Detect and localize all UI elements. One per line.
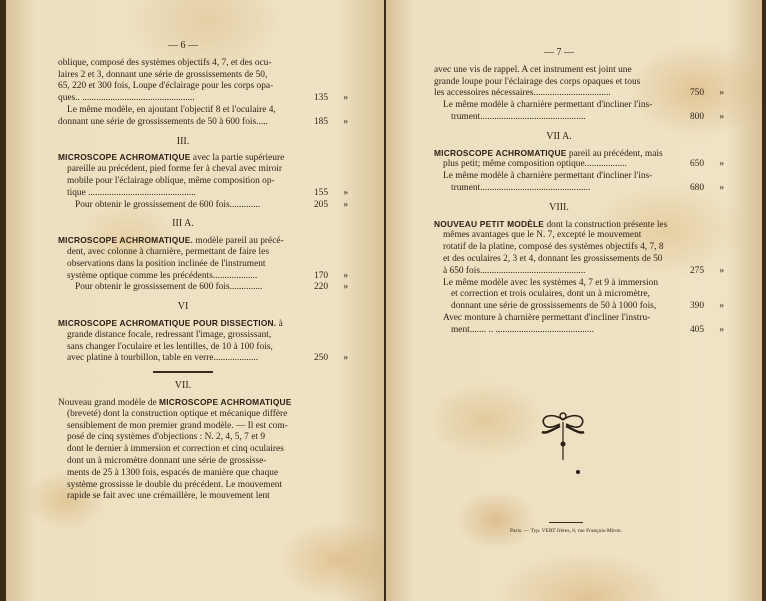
line-text [58, 235, 306, 247]
price-mark: » [343, 199, 348, 210]
line-text [58, 397, 306, 409]
line-text [434, 266, 682, 278]
line-body: à [276, 318, 283, 329]
line-body: dont la construction présente les [544, 219, 668, 230]
catalog-line [58, 480, 348, 492]
line-text [58, 152, 306, 164]
line-body: Avec monture à charnière permettant d'incliner l'instru- [443, 312, 651, 323]
left-page [6, 0, 384, 601]
catalog-line [434, 242, 724, 254]
price: 650 [689, 159, 704, 170]
section-heading: VII. [174, 380, 192, 392]
price-mark: » [343, 93, 348, 104]
line-body: rapide se fait avec une crémaillère, le mouvement lent [67, 491, 270, 502]
section-rule [153, 371, 213, 373]
price: 220 [313, 282, 328, 293]
line-text [58, 259, 306, 271]
line-text [58, 117, 306, 129]
price: 750 [689, 88, 704, 99]
catalog-line [434, 313, 724, 325]
line-body: système grossisse le double du précédent. Le mouvement [67, 479, 283, 490]
line-body: trument............................................... [451, 182, 591, 193]
line-body: les accessoires nécessaires................................. [434, 88, 611, 99]
line-body: oblique, composé des systèmes objectifs 4, 7, et des ocu- [58, 57, 272, 68]
line-body: grande distance focale, redressant l'image, grossissant, [67, 329, 272, 340]
price: 405 [689, 324, 704, 335]
line-text [434, 289, 682, 301]
catalog-line [58, 468, 348, 480]
price-mark: » [343, 270, 348, 281]
line-text [58, 105, 306, 117]
price: 800 [689, 111, 704, 122]
line-body: mêmes avantages que le N. 7, excepté le mouvement [443, 230, 642, 241]
catalog-line [58, 188, 348, 200]
line-text [58, 421, 306, 433]
section-heading: VII A. [546, 130, 572, 142]
catalog-line [58, 271, 348, 283]
page-number: — 6 — [168, 40, 198, 51]
catalog-line [434, 77, 724, 89]
line-text [434, 112, 682, 124]
left-page-text [58, 40, 348, 503]
ornament-icon [538, 410, 588, 480]
catalog-line [58, 456, 348, 468]
line-body: système optique comme les précédents................... [67, 270, 258, 281]
line-text [58, 480, 306, 492]
line-text [58, 468, 306, 480]
line-text [434, 183, 682, 195]
line-body: et correction et trois oculaires, dont un à micromètre, [451, 289, 650, 300]
line-body: laires 2 et 3, donnant une série de grossissements de 50, [58, 69, 268, 80]
line-text [58, 353, 306, 365]
section-heading: VI [177, 301, 189, 313]
catalog-line [58, 444, 348, 456]
catalog-line [434, 254, 724, 266]
line-body: Pour obtenir le grossissement de 600 fois............. [75, 199, 261, 210]
line-text [58, 58, 306, 70]
catalog-line [434, 171, 724, 183]
section-heading: III A. [172, 218, 194, 230]
line-body: Pour obtenir le grossissement de 600 fois.............. [75, 282, 263, 293]
line-text [58, 70, 306, 82]
line-body: ments de 25 à 1300 fois, espacés de manière que chaque [67, 467, 279, 478]
product-name: MICROSCOPE ACHROMATIQUE [58, 152, 191, 163]
line-text [434, 159, 682, 171]
line-body: dont le dernier à immersion et correction et cinq oculaires [67, 444, 284, 455]
right-page [386, 0, 762, 601]
catalog-line [58, 342, 348, 354]
catalog-line [58, 152, 348, 164]
catalog-line [434, 325, 724, 337]
printer-imprint: Paris. — Typ. VERT frères, 8, rue François-Miron. [509, 528, 623, 534]
catalog-line [434, 148, 724, 160]
line-text [58, 176, 306, 188]
price: 390 [689, 301, 704, 312]
price: 135 [313, 93, 328, 104]
line-text [434, 278, 682, 290]
line-body: ques.. ................................................ [58, 93, 195, 104]
price: 680 [689, 182, 704, 193]
catalog-line [434, 289, 724, 301]
line-body: à 650 fois............................................. [443, 265, 586, 276]
price-mark: » [343, 116, 348, 127]
catalog-line [58, 259, 348, 271]
product-name: MICROSCOPE ACHROMATIQUE POUR DISSECTION. [58, 317, 277, 328]
line-body: 65, 220 et 300 fois, Loupe d'éclairage pour les corps opa- [58, 81, 274, 92]
line-text [58, 409, 306, 421]
line-text [434, 230, 682, 242]
line-text [434, 171, 682, 183]
line-text [434, 325, 682, 337]
line-text [434, 148, 682, 160]
line-body: modèle pareil au précé- [193, 236, 284, 247]
line-text [58, 164, 306, 176]
line-text [58, 330, 306, 342]
catalog-line [58, 105, 348, 117]
catalog-line [58, 93, 348, 105]
line-body: dont un à micromètre donnant une série de grossisse- [67, 455, 267, 466]
catalog-line [434, 88, 724, 100]
price-mark: » [719, 159, 724, 170]
catalog-line [58, 318, 348, 330]
price-mark: » [719, 301, 724, 312]
line-text [58, 318, 306, 330]
line-body: (breveté) dont la construction optique et mécanique diffère [67, 408, 288, 419]
price: 155 [313, 187, 328, 198]
imprint-rule [549, 522, 583, 523]
line-text [434, 65, 682, 77]
line-text [434, 242, 682, 254]
catalog-line [58, 432, 348, 444]
line-body: avec une vis de rappel. A cet instrument est joint une [434, 64, 632, 75]
line-text [58, 342, 306, 354]
line-body: et des oculaires 2, 3 et 4, donnant les grossissements de 50 [443, 253, 663, 264]
line-body: sans changer l'oculaire et les lentilles, de 10 à 100 fois, [67, 341, 273, 352]
price-mark: » [343, 187, 348, 198]
line-text [58, 81, 306, 93]
price-mark: » [719, 88, 724, 99]
line-text [58, 93, 306, 105]
line-body: tique .............................................. [67, 187, 196, 198]
line-body: mobile pour l'éclairage oblique, même composition op- [67, 175, 275, 186]
catalog-line [58, 200, 348, 212]
catalog-line [58, 409, 348, 421]
line-body: dent, avec colonne à charnière, permettant de faire les [67, 246, 269, 257]
catalog-line [58, 353, 348, 365]
catalog-line [58, 397, 348, 409]
page-number: — 7 — [544, 47, 574, 58]
catalog-line [58, 164, 348, 176]
line-body: donnant une série de grossissements de 50 à 1000 fois, [451, 301, 657, 312]
line-body: ment....... .. .......................................... [451, 324, 594, 335]
product-name: MICROSCOPE ACHROMATIQUE [159, 396, 292, 407]
price: 275 [689, 265, 704, 276]
catalog-line [434, 219, 724, 231]
line-text [58, 200, 306, 212]
catalog-line [58, 330, 348, 342]
catalog-line [58, 176, 348, 188]
price: 250 [313, 353, 328, 364]
line-text [58, 282, 306, 294]
line-body: posé de cinq systèmes d'objections : N. 2, 4, 5, 7 et 9 [67, 432, 266, 443]
product-name: MICROSCOPE ACHROMATIQUE. [58, 235, 194, 246]
price-mark: » [343, 282, 348, 293]
catalog-line [434, 183, 724, 195]
line-text [58, 491, 306, 503]
catalog-line [434, 230, 724, 242]
catalog-line [434, 301, 724, 313]
line-text [434, 313, 682, 325]
line-body: Nouveau grand modèle de [58, 397, 160, 408]
catalog-line [434, 159, 724, 171]
line-text [58, 456, 306, 468]
price-mark: » [719, 324, 724, 335]
line-text [434, 254, 682, 266]
line-body: grande loupe pour l'éclairage des corps opaques et tous [434, 76, 641, 87]
catalog-line [434, 278, 724, 290]
catalog-line [58, 235, 348, 247]
catalog-line [58, 70, 348, 82]
line-body: Le même modèle avec les systèmes 4, 7 et 9 à immersion [443, 277, 659, 288]
line-body: Le même modèle à charnière permettant d'incliner l'ins- [443, 171, 653, 182]
line-body: pareille au précédent, pied forme fer à cheval avec miroir [67, 164, 282, 175]
line-text [434, 219, 682, 231]
section-heading: VIII. [549, 201, 569, 213]
right-page-text [434, 47, 724, 337]
line-body: Le même modèle, en ajoutant l'objectif 8 et l'oculaire 4, [67, 104, 276, 115]
price-mark: » [343, 353, 348, 364]
catalog-line [434, 65, 724, 77]
catalog-line [58, 282, 348, 294]
line-body: plus petit; même composition optique.................. [443, 159, 627, 170]
line-text [58, 444, 306, 456]
line-body: pareil au précédent, mais [566, 148, 663, 159]
line-text [58, 247, 306, 259]
product-name: NOUVEAU PETIT MODÈLE [434, 218, 545, 229]
line-body: rotatif de la platine, composé des systèmes objectifs 4, 7, 8 [443, 242, 664, 253]
line-text [58, 188, 306, 200]
line-body: Le même modèle à charnière permettant d'incliner l'ins- [443, 100, 653, 111]
catalog-line [58, 247, 348, 259]
catalog-line [58, 421, 348, 433]
line-body: avec la partie supérieure [190, 153, 285, 164]
catalog-line [58, 81, 348, 93]
price-mark: » [719, 111, 724, 122]
line-text [434, 100, 682, 112]
line-body: donnant une série de grossissements de 50 à 600 fois..... [58, 116, 268, 127]
price: 205 [313, 199, 328, 210]
line-body: trument............................................. [451, 111, 586, 122]
price-mark: » [719, 182, 724, 193]
catalog-line [434, 112, 724, 124]
product-name: MICROSCOPE ACHROMATIQUE [434, 147, 567, 158]
price-mark: » [719, 265, 724, 276]
catalog-line [58, 58, 348, 70]
catalog-line [434, 266, 724, 278]
line-body: observations dans la position inclinée de l'instrument [67, 258, 266, 269]
line-text [434, 88, 682, 100]
catalog-line [58, 491, 348, 503]
line-text [58, 271, 306, 283]
catalog-line [58, 117, 348, 129]
price: 185 [313, 116, 328, 127]
section-heading: III. [176, 135, 190, 147]
line-text [434, 77, 682, 89]
line-body: sensiblement de mon premier grand modèle. — Il est com- [67, 420, 288, 431]
line-text [58, 432, 306, 444]
catalog-line [434, 100, 724, 112]
line-text [434, 301, 682, 313]
line-body: avec platine à tourbillon, table en verre................... [67, 353, 259, 364]
price: 170 [313, 270, 328, 281]
